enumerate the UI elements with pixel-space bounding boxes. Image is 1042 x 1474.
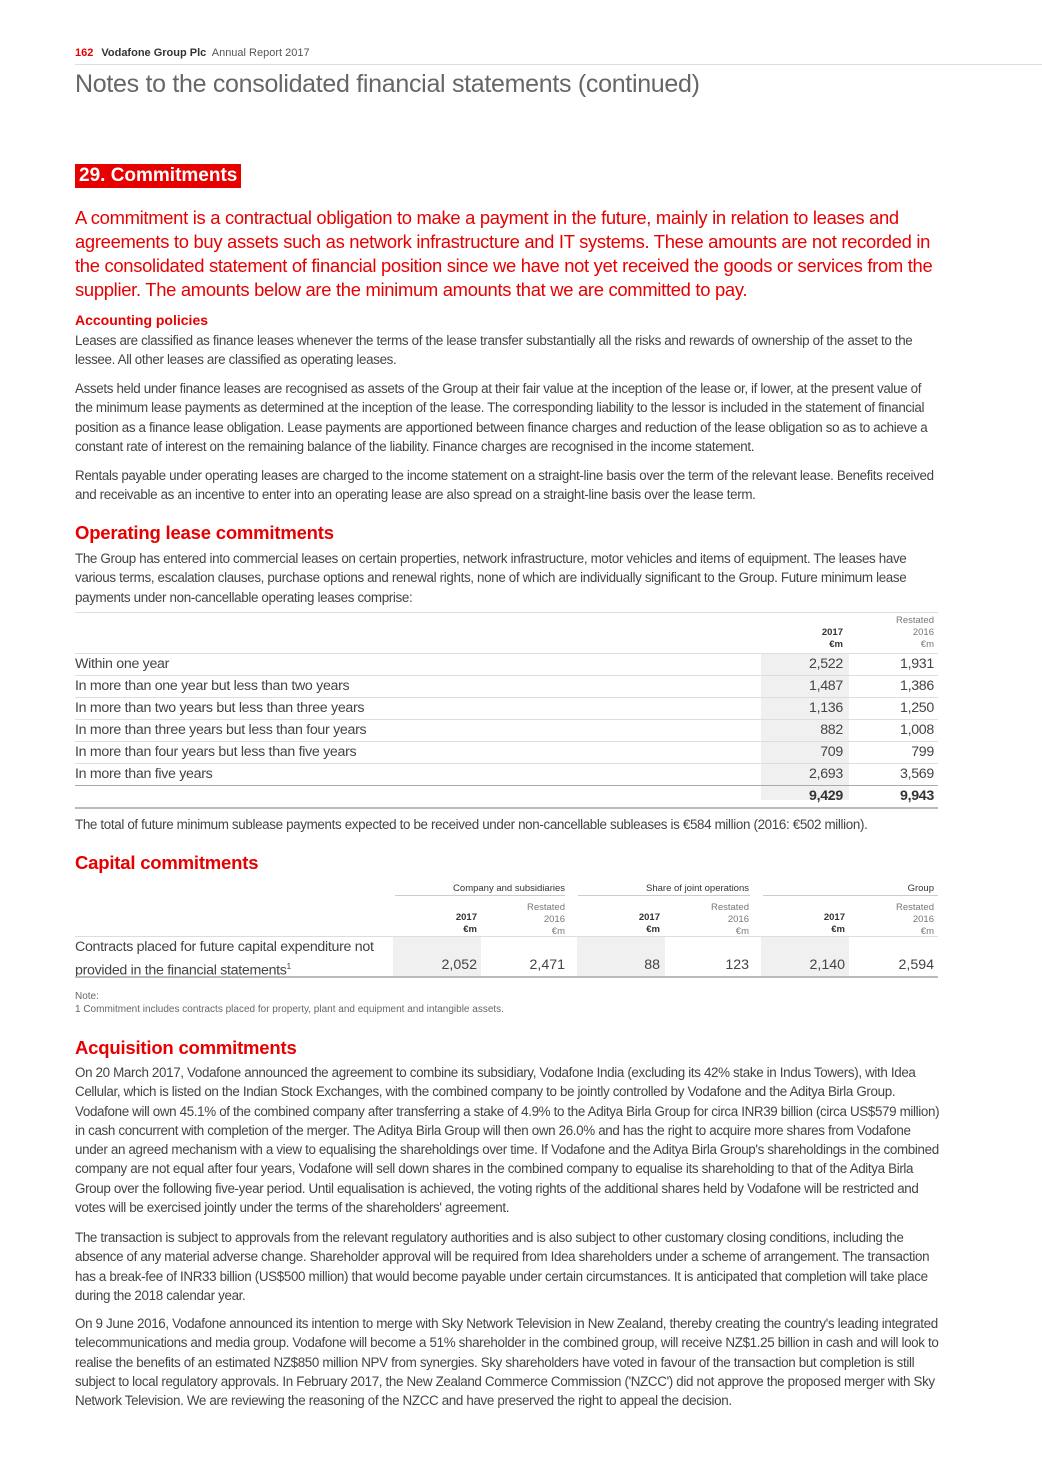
column-header-2016: Restated 2016 €m (710, 902, 749, 937)
policy-paragraph: Assets held under finance leases are recognised as assets of the Group at their fair value at the inception of the lease or, if lower, at the present value of the minimum lease payments as determined at the inception of the lease. The corresponding liability to the lessor is included in the statement of financial position as a finance lease obligation. Lease payments are apportioned between finance charges and reduction of the lease obligation so as to achieve a constant rate of interest on the remaining balance of the liability. Finance charges are recognised in the income statement. (75, 381, 928, 454)
table-row: In more than one year but less than two years 1,487 1,386 (75, 675, 938, 697)
group-header-joint-ops: Share of joint operations (646, 883, 749, 894)
footnote-marker: 1 (286, 962, 291, 971)
note-label: Note: (75, 991, 99, 1002)
policy-paragraph: Rentals payable under operating leases are charged to the income statement on a straight-line basis over the term of the relevant lease. Benefits received and receivable as an incentive to enter into an operating lease are also spread on a straight-line basis over the lease term. (75, 468, 934, 503)
policy-paragraph: Leases are classified as finance leases whenever the terms of the lease transfer substantially all the risks and rewards of ownership of the asset to the lessee. All other leases are classified as operating leases. (75, 333, 913, 368)
header-rule (75, 64, 1042, 65)
value-company-2016: 2,471 (529, 957, 565, 973)
section-intro: A commitment is a contractual obligation to make a payment in the future, mainly in relation to leases and agreements to buy assets such as network infrastructure and IT systems. These amounts are not recorded in the consolidated statement of financial position since we have not yet received the goods or services from the supplier. The amounts below are the minimum amounts that we are committed to pay. (75, 207, 933, 300)
operating-lease-table (75, 612, 938, 809)
capital-commitments-heading: Capital commitments (75, 852, 259, 873)
operating-lease-heading: Operating lease commitments (75, 522, 334, 543)
group-header-group: Group (907, 883, 934, 894)
table-row: In more than four years but less than five years 709 799 (75, 741, 938, 763)
total-row: 9,429 9,943 (75, 785, 938, 809)
acquisition-paragraph: The transaction is subject to approvals from the relevant regulatory authorities and is also subject to other customary closing conditions, including the absence of any material adverse change. Shareholder approval will be required from Idea shareholders under a scheme of arrangement. The transaction has a break-fee of INR33 billion (US$500 million) that would become payable under certain circumstances. It is anticipated that completion will take place during the 2018 calendar year. (75, 1230, 930, 1303)
table-row: Within one year 2,522 1,931 (75, 653, 938, 675)
group-header-company: Company and subsidiaries (453, 883, 565, 894)
table-header (75, 613, 938, 653)
column-header-2017: 2017 €m (455, 912, 477, 935)
section-heading: 29. Commitments (75, 164, 241, 188)
accounting-policies-heading: Accounting policies (75, 312, 209, 328)
table-row: In more than five years 2,693 3,569 (75, 763, 938, 785)
operating-lease-intro: The Group has entered into commercial leases on certain properties, network infrastructure, motor vehicles and items of equipment. The leases have various terms, escalation clauses, purchase options and renewal rights, none of which are individually significant to the Group. Future minimum lease payments under non-cancellable operating leases comprise: (75, 551, 907, 605)
value-joint-2017: 88 (644, 957, 660, 973)
value-group-2017: 2,140 (809, 957, 845, 973)
company-name: Vodafone Group Plc (101, 47, 207, 59)
report-name: Annual Report 2017 (211, 47, 310, 59)
sublease-note: The total of future minimum sublease payments expected to be received under non-cancellable subleases is €584 million (2016: €502 million). (75, 817, 868, 832)
acquisition-paragraph: On 20 March 2017, Vodafone announced the agreement to combine its subsidiary, Vodafone India (excluding its 42% stake in Indus Towers), with Idea Cellular, which is listed on the Indian Stock Exchanges, with the combined company to be jointly controlled by Vodafone and the Aditya Birla Group. Vodafone will own 45.1% of the combined company after transferring a stake of 4.9% to the Aditya Birla Group for circa INR39 billion (circa US$579 million) in cash concurrent with completion of the merger. The Aditya Birla Group will then own 26.0% and has the right to acquire more shares from Vodafone under an agreed mechanism with a view to equalising the shareholdings over time. If Vodafone and the Aditya Birla Group's shareholdings in the combined company are not equal after four years, Vodafone will sell down shares in the combined company to equalise its shareholding to that of the Aditya Birla Group over the following five-year period. Until equalisation is achieved, the voting rights of the additional shares held by Vodafone will be restricted and votes will be exercised jointly under the terms of the shareholders' agreement. (75, 1065, 940, 1216)
row-label: Contracts placed for future capital expenditure not provided in the financial statements$^1$ (75, 939, 374, 979)
acquisition-commitments-heading: Acquisition commitments (75, 1037, 297, 1058)
column-header-2016: Restated 2016 €m (895, 615, 934, 650)
column-header-2016: Restated 2016 €m (526, 902, 565, 937)
value-company-2017: 2,052 (441, 957, 477, 973)
acquisition-paragraph: On 9 June 2016, Vodafone announced its intention to merge with Sky Network Television in New Zealand, thereby creating the country's leading integrated telecommunications and media group. Vodafone will become a 51% shareholder in the combined group, will receive NZ$1.25 billion in cash and will look to realise the benefits of an estimated NZ$850 million NPV from synergies. Sky shareholders have voted in favour of the transaction but completion is still subject to local regulatory approvals. In February 2017, the New Zealand Commerce Commission ('NZCC') did not approve the proposed merger with Sky Network Television. We are reviewing the reasoning of the NZCC and have preserved the right to appeal the decision. (75, 1316, 939, 1409)
running-header (75, 47, 310, 59)
value-joint-2016: 123 (725, 957, 749, 973)
column-header-2017: 2017 €m (821, 627, 843, 650)
value-group-2016: 2,594 (898, 957, 934, 973)
table-row: In more than three years but less than four years 882 1,008 (75, 719, 938, 741)
page-number: 162 (75, 47, 94, 59)
column-header-2017: 2017 €m (823, 912, 845, 935)
table-row: In more than two years but less than three years 1,136 1,250 (75, 697, 938, 719)
column-header-2017: 2017 €m (638, 912, 660, 935)
column-header-2016: Restated 2016 €m (895, 902, 934, 937)
footnote: 1 Commitment includes contracts placed for property, plant and equipment and intangible assets. (75, 1004, 504, 1015)
page-title: Notes to the consolidated financial statements (continued) (75, 70, 700, 98)
